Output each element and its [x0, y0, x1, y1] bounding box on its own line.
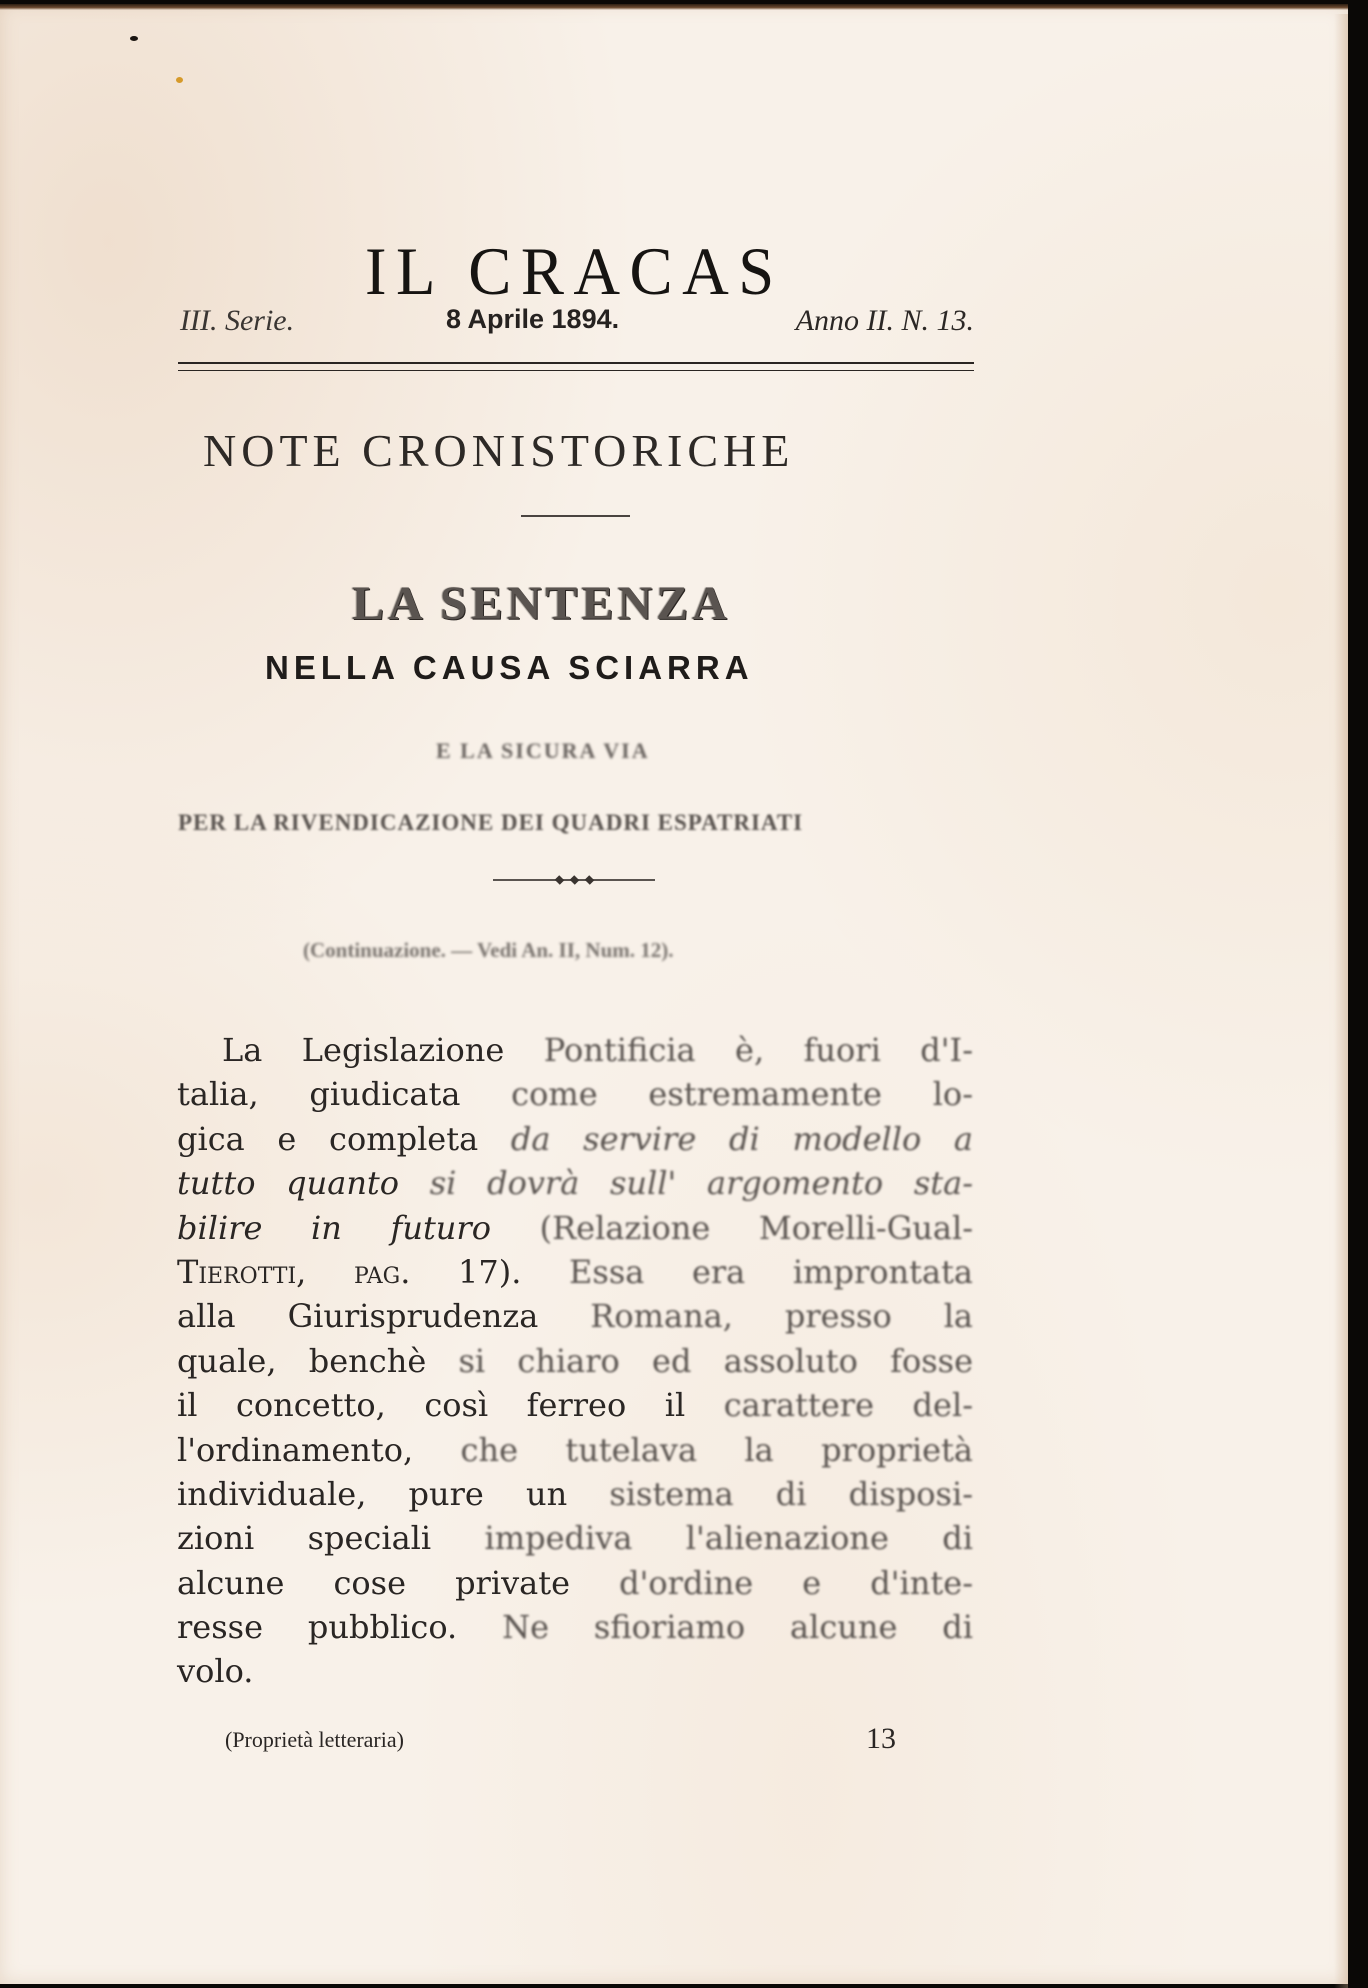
body-line: zioni speciali impediva l'alienazione di: [177, 1519, 974, 1558]
ornament-diamond: [585, 875, 595, 885]
page-top-edge: [0, 4, 1348, 10]
body-line: resse pubblico. Ne sfioriamo alcune di: [177, 1608, 974, 1647]
ink-speck: [130, 36, 138, 41]
body-line: volo.: [177, 1652, 254, 1691]
issue-date: 8 Aprile 1894.: [446, 304, 620, 334]
article-subtitle-1: E LA SICURA VIA: [436, 738, 650, 763]
article-body: [177, 1028, 973, 1694]
scanned-page: [0, 4, 1348, 1984]
section-title: NOTE CRONISTORICHE: [203, 425, 795, 476]
body-line: individuale, pure un sistema di disposi-: [177, 1474, 974, 1513]
ornament-diamond: [555, 875, 565, 885]
body-line: il concetto, così ferreo il carattere del-: [177, 1386, 973, 1425]
ornament-diamond: [570, 875, 580, 885]
masthead-title: IL CRACAS: [365, 233, 784, 309]
body-line: l'ordinamento, che tutelava la proprietà: [177, 1430, 974, 1469]
body-line: tutto quanto si dovrà sull' argomento sta-: [177, 1164, 973, 1203]
issue-line: [178, 304, 974, 344]
body-line: La Legislazione Pontificia è, fuori d'I-: [222, 1031, 974, 1069]
foxing-spot: [176, 77, 183, 83]
page-number: 13: [866, 1722, 896, 1755]
series-label: III. Serie.: [180, 304, 295, 337]
body-line: Tierotti, pag. 17). Essa era improntata: [177, 1252, 974, 1291]
body-line: talia, giudicata come estremamente lo-: [177, 1075, 974, 1114]
short-rule-divider: [521, 515, 630, 517]
issue-number: Anno II. N. 13.: [795, 304, 974, 337]
body-line: bilire in futuro (Relazione Morelli-Gual-: [177, 1208, 973, 1247]
continuation-note: (Continuazione. — Vedi An. II, Num. 12).: [303, 938, 674, 962]
article-subheadline: NELLA CAUSA SCIARRA: [265, 649, 754, 686]
double-rule-divider: [178, 362, 974, 371]
body-line: alcune cose private d'ordine e d'inte-: [177, 1563, 973, 1602]
copyright-notice: (Proprietà letteraria): [225, 1727, 404, 1752]
body-line: gica e completa da servire di modello a: [177, 1119, 974, 1158]
article-subtitle-2: PER LA RIVENDICAZIONE DEI QUADRI ESPATRIATI: [178, 810, 804, 835]
ornament-rule-divider: [493, 874, 655, 886]
article-headline: LA SENTENZA: [352, 577, 731, 630]
body-line: alla Giurisprudenza Romana, presso la: [177, 1297, 973, 1336]
body-line: quale, benchè si chiaro ed assoluto fosse: [177, 1341, 973, 1380]
page-right-edge: [1334, 14, 1348, 1988]
